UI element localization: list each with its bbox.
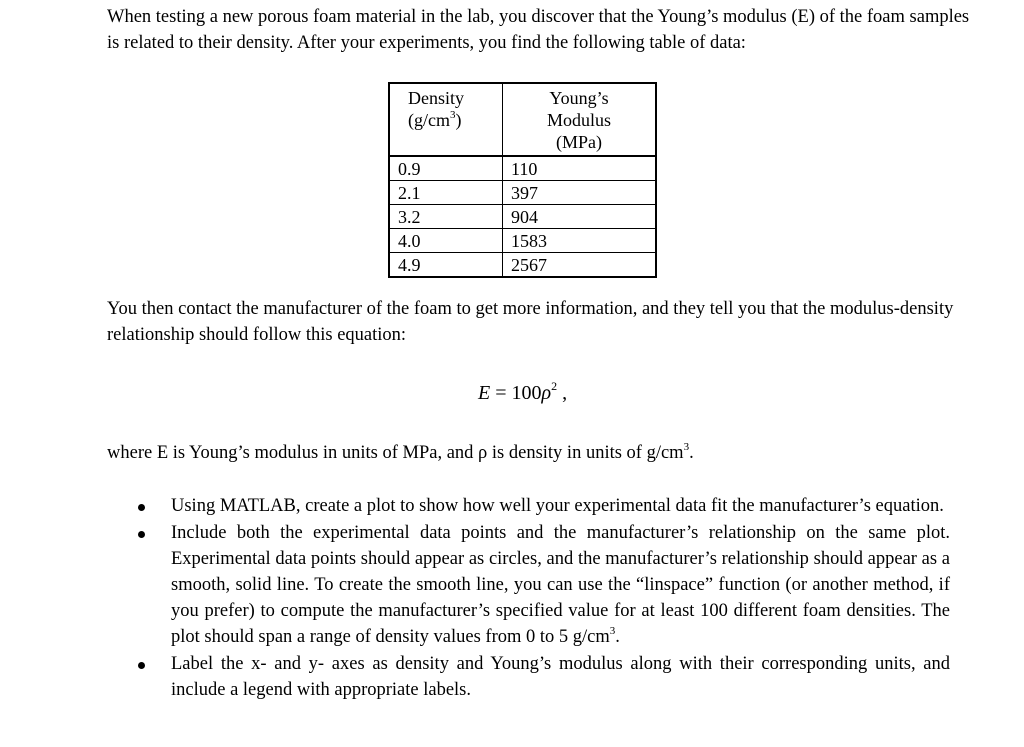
density-column-header: [389, 83, 503, 156]
list-item: [138, 493, 950, 519]
modulus-cell: 1583: [503, 229, 657, 253]
modulus-header-unit: (MPa): [556, 132, 602, 152]
density-header-label: Density: [408, 88, 464, 108]
where-text: where E is Young’s modulus in units of MPa, and ρ is density in units of g/cm: [107, 443, 684, 463]
list-item: [138, 651, 950, 703]
density-cell: 0.9: [389, 156, 503, 181]
table-row: [389, 253, 656, 278]
modulus-cell: 110: [503, 156, 657, 181]
density-cell: 4.0: [389, 229, 503, 253]
list-item-end: .: [615, 627, 620, 647]
table-row: [389, 205, 656, 229]
density-header-unit-close: ): [455, 110, 462, 130]
density-cell: 3.2: [389, 205, 503, 229]
density-header-unit-exponent: 3: [450, 109, 456, 121]
bullet-icon: [138, 531, 145, 538]
instruction-list: [138, 493, 950, 704]
list-item-unit-exponent: 3: [609, 625, 616, 637]
equation-coefficient: 100: [511, 382, 542, 404]
modulus-column-header: [503, 83, 657, 156]
table-row: [389, 181, 656, 205]
equation-rho: ρ: [541, 382, 552, 404]
table-row: [389, 156, 656, 181]
density-header-unit: (g/cm: [408, 110, 450, 130]
list-item-text: Label the x- and y- axes as density and Young’s modulus along with their corresponding units, and include a legend with appropriate labels.: [171, 654, 950, 700]
list-item: [138, 520, 950, 650]
density-modulus-table: [388, 82, 657, 278]
where-paragraph: [107, 440, 967, 466]
modulus-cell: 397: [503, 181, 657, 205]
modulus-cell: 2567: [503, 253, 657, 278]
modulus-cell: 904: [503, 205, 657, 229]
list-item-text: Using MATLAB, create a plot to show how well your experimental data fit the manufacturer’s equation.: [171, 496, 944, 516]
density-cell: 2.1: [389, 181, 503, 205]
density-cell: 4.9: [389, 253, 503, 278]
table-header-row: [389, 83, 656, 156]
list-item-text: Include both the experimental data points and the manufacturer’s relationship on the same plot. Experimental data points should appear as circles, and the manufacturer’s relationship should appear as a smooth, solid line. To create the smooth line, you can use the “linspace” function (or another method, if you prefer) to compute the manufacturer’s specified value for at least 100 different foam densities. The plot should span a range of density values from 0 to 5 g/cm: [171, 523, 950, 647]
modulus-equation: [478, 380, 567, 406]
where-unit-exponent: 3: [683, 441, 690, 453]
bullet-icon: [138, 504, 145, 511]
manufacturer-paragraph: You then contact the manufacturer of the foam to get more information, and they tell you that the modulus-density relationship should follow this equation:: [107, 299, 954, 345]
modulus-header-line2: Modulus: [546, 110, 611, 130]
equation-trail: ,: [557, 382, 568, 404]
equation-exponent: 2: [551, 379, 558, 393]
where-end: .: [689, 443, 694, 463]
intro-paragraph: When testing a new porous foam material in the lab, you discover that the Young’s modulus (E) of the foam samples is related to their density. After your experiments, you find the following table of data:: [107, 7, 970, 53]
equation-equals: =: [490, 382, 512, 404]
table-row: [389, 229, 656, 253]
equation-lhs: E: [478, 382, 491, 404]
bullet-icon: [138, 662, 145, 669]
modulus-header-line1: Young’s: [549, 88, 609, 108]
